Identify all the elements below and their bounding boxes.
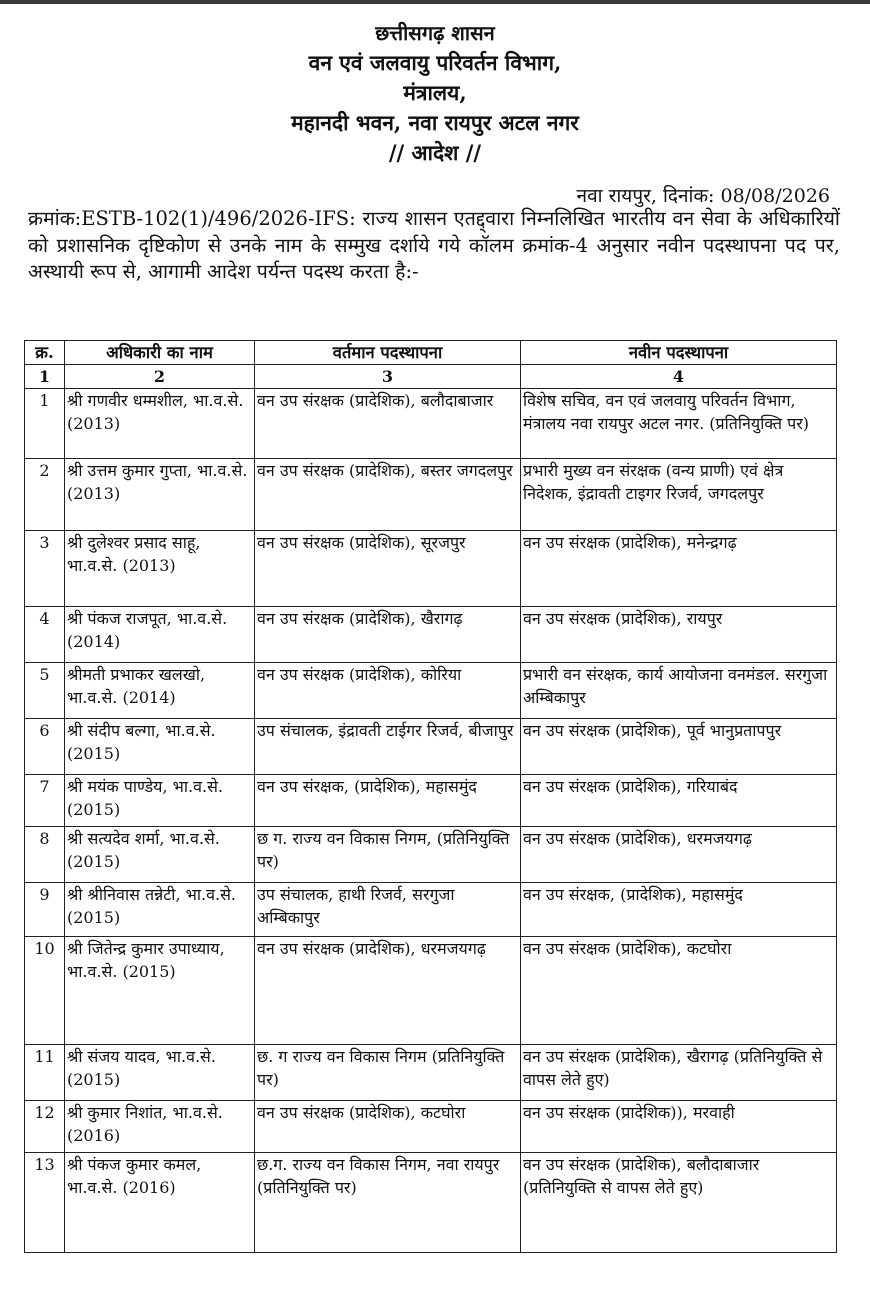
current-posting-cell: वन उप संरक्षक (प्रादेशिक), खैरागढ़ bbox=[255, 607, 521, 663]
column-number: 1 bbox=[25, 365, 65, 389]
new-posting-cell: वन उप संरक्षक (प्रादेशिक), बलौदाबाजार (प्रतिनियुक्ति से वापस लेते हुए) bbox=[521, 1153, 837, 1253]
table-row bbox=[25, 937, 837, 1045]
table-row bbox=[25, 1101, 837, 1153]
table-row bbox=[25, 531, 837, 607]
current-posting-cell: वन उप संरक्षक (प्रादेशिक), सूरजपुर bbox=[255, 531, 521, 607]
table-row bbox=[25, 389, 837, 459]
table-row bbox=[25, 883, 837, 937]
table-row bbox=[25, 607, 837, 663]
current-posting-cell: उप संचालक, हाथी रिजर्व, सरगुजा अम्बिकापुर bbox=[255, 883, 521, 937]
department-name: वन एवं जलवायु परिवर्तन विभाग, bbox=[308, 50, 562, 75]
new-posting-cell: प्रभारी मुख्य वन संरक्षक (वन्य प्राणी) एवं क्षेत्र निदेशक, इंद्रावती टाइगर रिजर्व, जगदलपुर bbox=[521, 459, 837, 531]
current-posting-cell: वन उप संरक्षक (प्रादेशिक), बस्तर जगदलपुर bbox=[255, 459, 521, 531]
table-row bbox=[25, 775, 837, 827]
serial-cell: 2 bbox=[25, 459, 65, 531]
table-row bbox=[25, 1153, 837, 1253]
column-number: 4 bbox=[521, 365, 837, 389]
new-posting-cell: वन उप संरक्षक (प्रादेशिक), कटघोरा bbox=[521, 937, 837, 1045]
current-posting-cell: उप संचालक, इंद्रावती टाईगर रिजर्व, बीजापुर bbox=[255, 719, 521, 775]
serial-cell: 4 bbox=[25, 607, 65, 663]
office-address: महानदी भवन, नवा रायपुर अटल नगर bbox=[291, 110, 579, 135]
table-row bbox=[25, 663, 837, 719]
current-posting-cell: वन उप संरक्षक (प्रादेशिक), धरमजयगढ़ bbox=[255, 937, 521, 1045]
new-posting-cell: विशेष सचिव, वन एवं जलवायु परिवर्तन विभाग, मंत्रालय नवा रायपुर अटल नगर. (प्रतिनियुक्ति पर) bbox=[521, 389, 837, 459]
table-row bbox=[25, 827, 837, 883]
current-posting-cell: वन उप संरक्षक (प्रादेशिक), कोरिया bbox=[255, 663, 521, 719]
current-posting-cell: छ.ग. राज्य वन विकास निगम, नवा रायपुर (प्रतिनियुक्ति पर) bbox=[255, 1153, 521, 1253]
column-number: 2 bbox=[65, 365, 255, 389]
officer-name-cell: श्री उत्तम कुमार गुप्ता, भा.व.से. (2013) bbox=[65, 459, 255, 531]
serial-cell: 5 bbox=[25, 663, 65, 719]
serial-cell: 8 bbox=[25, 827, 65, 883]
officer-name-cell: श्री संदीप बल्गा, भा.व.से. (2015) bbox=[65, 719, 255, 775]
officer-name-cell: श्रीमती प्रभाकर खलखो, भा.व.से. (2014) bbox=[65, 663, 255, 719]
posting-table-wrapper bbox=[24, 340, 836, 1253]
new-posting-cell: प्रभारी वन संरक्षक, कार्य आयोजना वनमंडल. सरगुजा अम्बिकापुर bbox=[521, 663, 837, 719]
serial-cell: 13 bbox=[25, 1153, 65, 1253]
order-date: नवा रायपुर, दिनांक: 08/08/2026 bbox=[576, 185, 830, 207]
officer-name-cell: श्री गणवीर धम्मशील, भा.व.से. (2013) bbox=[65, 389, 255, 459]
top-border-line bbox=[0, 0, 870, 4]
serial-cell: 7 bbox=[25, 775, 65, 827]
new-posting-cell: वन उप संरक्षक (प्रादेशिक)), मरवाही bbox=[521, 1101, 837, 1153]
current-posting-cell: वन उप संरक्षक (प्रादेशिक), कटघोरा bbox=[255, 1101, 521, 1153]
current-posting-cell: छ ग. राज्य वन विकास निगम, (प्रतिनियुक्ति पर) bbox=[255, 827, 521, 883]
table-row bbox=[25, 1045, 837, 1101]
officer-name-cell: श्री श्रीनिवास तन्नेटी, भा.व.से. (2015) bbox=[65, 883, 255, 937]
ministry-name: मंत्रालय, bbox=[403, 80, 467, 105]
officer-name-cell: श्री जितेन्द्र कुमार उपाध्याय, भा.व.से. (2015) bbox=[65, 937, 255, 1045]
new-posting-cell: वन उप संरक्षक (प्रादेशिक), धरमजयगढ़ bbox=[521, 827, 837, 883]
serial-cell: 1 bbox=[25, 389, 65, 459]
serial-cell: 11 bbox=[25, 1045, 65, 1101]
current-posting-cell: वन उप संरक्षक (प्रादेशिक), बलौदाबाजार bbox=[255, 389, 521, 459]
officer-name-cell: श्री मयंक पाण्डेय, भा.व.से. (2015) bbox=[65, 775, 255, 827]
column-number-row bbox=[25, 365, 837, 389]
order-intro-paragraph: क्रमांक:ESTB-102(1)/496/2026-IFS: राज्य शासन एतद्द्वारा निम्नलिखित भारतीय वन सेवा के अधिकारियों को प्रशासनिक दृष्टिकोण से उनके नाम के सम्मुख दर्शाये गये कॉलम क्रमांक-4 अनुसार नवीन पदस्थापना पद पर, अस्थायी रूप से, आगामी आदेश पर्यन्त पदस्थ करता है:- bbox=[28, 207, 840, 283]
serial-cell: 10 bbox=[25, 937, 65, 1045]
posting-table bbox=[24, 340, 837, 1253]
serial-cell: 12 bbox=[25, 1101, 65, 1153]
table-header-row bbox=[25, 341, 837, 365]
table-row bbox=[25, 719, 837, 775]
header-officer-name: अधिकारी का नाम bbox=[65, 341, 255, 365]
current-posting-cell: छ. ग राज्य वन विकास निगम (प्रतिनियुक्ति पर) bbox=[255, 1045, 521, 1101]
officer-name-cell: श्री सत्यदेव शर्मा, भा.व.से. (2015) bbox=[65, 827, 255, 883]
officer-name-cell: श्री पंकज कुमार कमल, भा.व.से. (2016) bbox=[65, 1153, 255, 1253]
document-header bbox=[0, 18, 870, 168]
serial-cell: 9 bbox=[25, 883, 65, 937]
table-row bbox=[25, 459, 837, 531]
new-posting-cell: वन उप संरक्षक, (प्रादेशिक), महासमुंद bbox=[521, 883, 837, 937]
officer-name-cell: श्री संजय यादव, भा.व.से. (2015) bbox=[65, 1045, 255, 1101]
new-posting-cell: वन उप संरक्षक (प्रादेशिक), गरियाबंद bbox=[521, 775, 837, 827]
header-current-posting: वर्तमान पदस्थापना bbox=[255, 341, 521, 365]
new-posting-cell: वन उप संरक्षक (प्रादेशिक), मनेन्द्रगढ़ bbox=[521, 531, 837, 607]
order-title: // आदेश // bbox=[388, 140, 482, 165]
new-posting-cell: वन उप संरक्षक (प्रादेशिक), रायपुर bbox=[521, 607, 837, 663]
officer-name-cell: श्री पंकज राजपूत, भा.व.से. (2014) bbox=[65, 607, 255, 663]
column-number: 3 bbox=[255, 365, 521, 389]
new-posting-cell: वन उप संरक्षक (प्रादेशिक), पूर्व भानुप्रतापपुर bbox=[521, 719, 837, 775]
new-posting-cell: वन उप संरक्षक (प्रादेशिक), खैरागढ़ (प्रतिनियुक्ति से वापस लेते हुए) bbox=[521, 1045, 837, 1101]
header-new-posting: नवीन पदस्थापना bbox=[521, 341, 837, 365]
officer-name-cell: श्री कुमार निशांत, भा.व.से. (2016) bbox=[65, 1101, 255, 1153]
officer-name-cell: श्री दुलेश्वर प्रसाद साहू, भा.व.से. (2013) bbox=[65, 531, 255, 607]
serial-cell: 3 bbox=[25, 531, 65, 607]
header-serial: क्र. bbox=[25, 341, 65, 365]
government-name: छत्तीसगढ़ शासन bbox=[375, 21, 495, 45]
serial-cell: 6 bbox=[25, 719, 65, 775]
current-posting-cell: वन उप संरक्षक, (प्रादेशिक), महासमुंद bbox=[255, 775, 521, 827]
